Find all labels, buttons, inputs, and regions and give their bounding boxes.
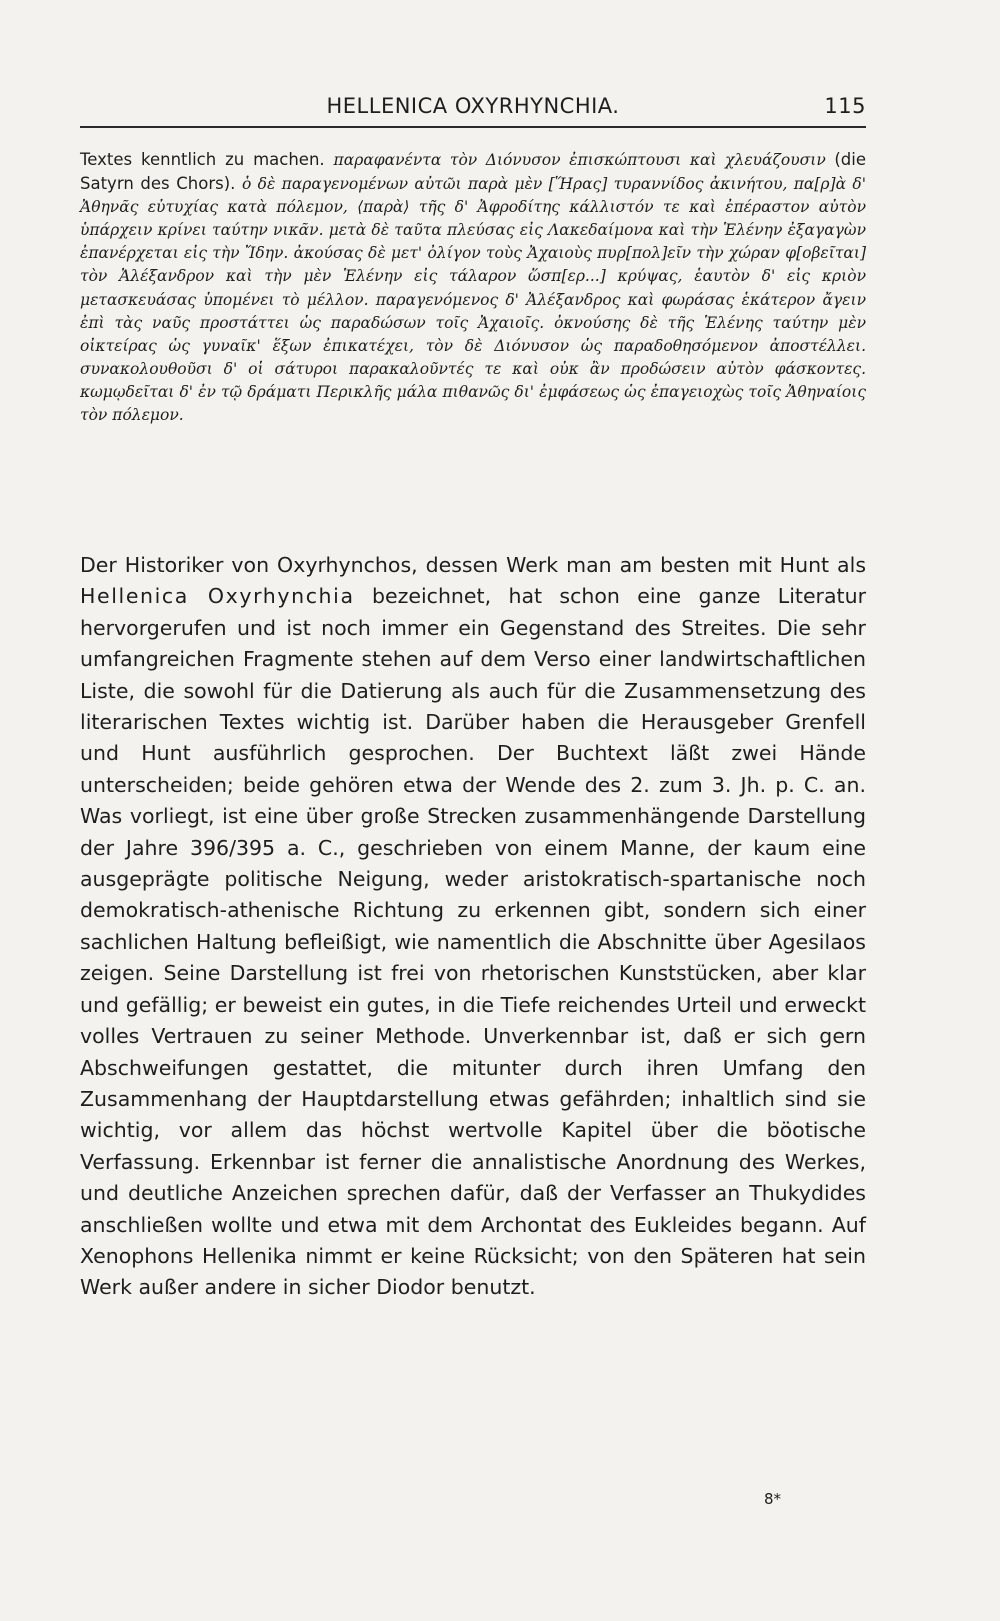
header-rule (80, 126, 866, 128)
body-spaced-title: Hellenica Oxyrhynchia (80, 584, 355, 609)
quote-german-2: (die Satyrn des Chors). (80, 150, 866, 194)
body-part-2: bezeichnet, hat schon eine ganze Literatur hervorgerufen und ist noch immer ein Gegenstand des Streites. Die sehr umfangreichen Fragmente stehen auf dem Verso einer landwirtschaftlichen Liste, die sowohl für die Datierung als auch für die Zusammensetzung des literarischen Textes wichtig ist. Darüber haben die Herausgeber Grenfell und Hunt ausführlich gesprochen. Der Buchtext läßt zwei Hände unterscheiden; beide gehören etwa der Wende des 2. zum 3. Jh. p. C. an. Was vorliegt, ist eine über große Strecken zusammenhängende Darstellung der Jahre 396/395 a. C., geschrieben von einem Manne, der kaum eine ausgeprägte politische Neigung, weder aristokratisch-spartanische noch demokratisch-athenische Richtung zu erkennen gibt, sondern sich einer sachlichen Haltung befleißigt, wie namentlich die Abschnitte über Agesilaos zeigen. Seine Darstellung ist frei von rhetorischen Kunststücken, aber klar und gefällig; er beweist ein gutes, in die Tiefe reichendes Urteil und erweckt volles Vertrauen zu seiner Methode. Unverkennbar ist, daß er sich gern Abschweifungen gestattet, die mitunter durch ihren Umfang den Zusammenhang der Hauptdarstellung etwas gefährden; inhaltlich sind sie wichtig, vor allem das höchst wertvolle Kapitel über die böotische Verfassung. Erkennbar ist ferner die annalistische Anordnung des Werkes, und deutliche Anzeichen sprechen dafür, daß der Verfasser an Thukydides anschließen wollte und etwa mit dem Archontat des Eukleides begann. Auf Xenophons Hellenika nimmt er keine Rücksicht; von den Späteren hat sein Werk außer andere in sicher Diodor benutzt. (80, 584, 867, 1300)
quote-lead-german: Textes kenntlich zu machen. (80, 150, 334, 169)
quote-greek-2: ὁ δὲ παραγενομένων αὐτῶι παρὰ μὲν [Ἥρας] τυραννίδος ἀκινήτου, πα[ρ]ὰ δ' Ἀθηνᾶς εὐτυχίας κατὰ πόλεμον, ⟨παρὰ⟩ τῆς δ' Ἀφροδίτης κάλλιστόν τε καὶ ἐπέραστον αὐτὸν ὑπάρχειν κρίνει ταύτην νικᾶν. μετὰ δὲ ταῦτα πλεύσας εἰς Λακεδαίμονα καὶ τὴν Ἑλένην ἐξαγαγὼν ἐπανέρχεται εἰς τὴν Ἴδην. ἀκούσας δὲ μετ' ὀλίγον τοὺς Ἀχαιοὺς πυρ[πολ]εῖν τὴν χώραν φ[οβεῖται] τὸν Ἀλέξανδρον καὶ τὴν μὲν Ἑλένην εἰς τάλαρον ὥσπ[ερ...] κρύψας, ἑαυτὸν δ' εἰς κριὸν μετασκευάσας ὑπομένει τὸ μέλλον. παραγενόμενος δ' Ἀλέξανδρος καὶ φωράσας ἑκάτερον ἄγειν ἐπὶ τὰς ναῦς προστάττει ὡς παραδώσων τοῖς Ἀχαιοῖς. ὀκνούσης δὲ τῆς Ἑλένης ταύτην μὲν οἰκτείρας ὡς γυναῖκ' ἕξων ἐπικατέχει, τὸν δὲ Διόνυσον ὡς παραδοθησόμενον ἀποστέλλει. συνακολουθοῦσι δ' οἱ σάτυροι παρακαλοῦντές τε καὶ οὐκ ἂν προδώσειν αὐτὸν φάσκοντες. κωμῳδεῖται δ' ἐν τῷ δράματι Περικλῆς μάλα πιθανῶς δι' ἐμφάσεως ὡς ἐπαγειοχὼς τοῖς Ἀθηναίοις τὸν πόλεμον. (80, 175, 866, 425)
quote-greek-1: παραφανέντα τὸν Διόνυσον ἐπισκώπτουσι καὶ χλευάζουσιν (333, 151, 835, 169)
body-paragraph (80, 550, 866, 1304)
body-part-1: Der Historiker von Oxyrhynchos, dessen Werk man am besten mit Hunt als (80, 553, 866, 577)
page-header (80, 90, 866, 126)
page-number: 115 (824, 94, 866, 118)
signature-mark: 8* (764, 1490, 782, 1508)
running-title: HELLENICA OXYRHYNCHIA. (326, 94, 620, 118)
greek-quotation-block (80, 148, 866, 427)
